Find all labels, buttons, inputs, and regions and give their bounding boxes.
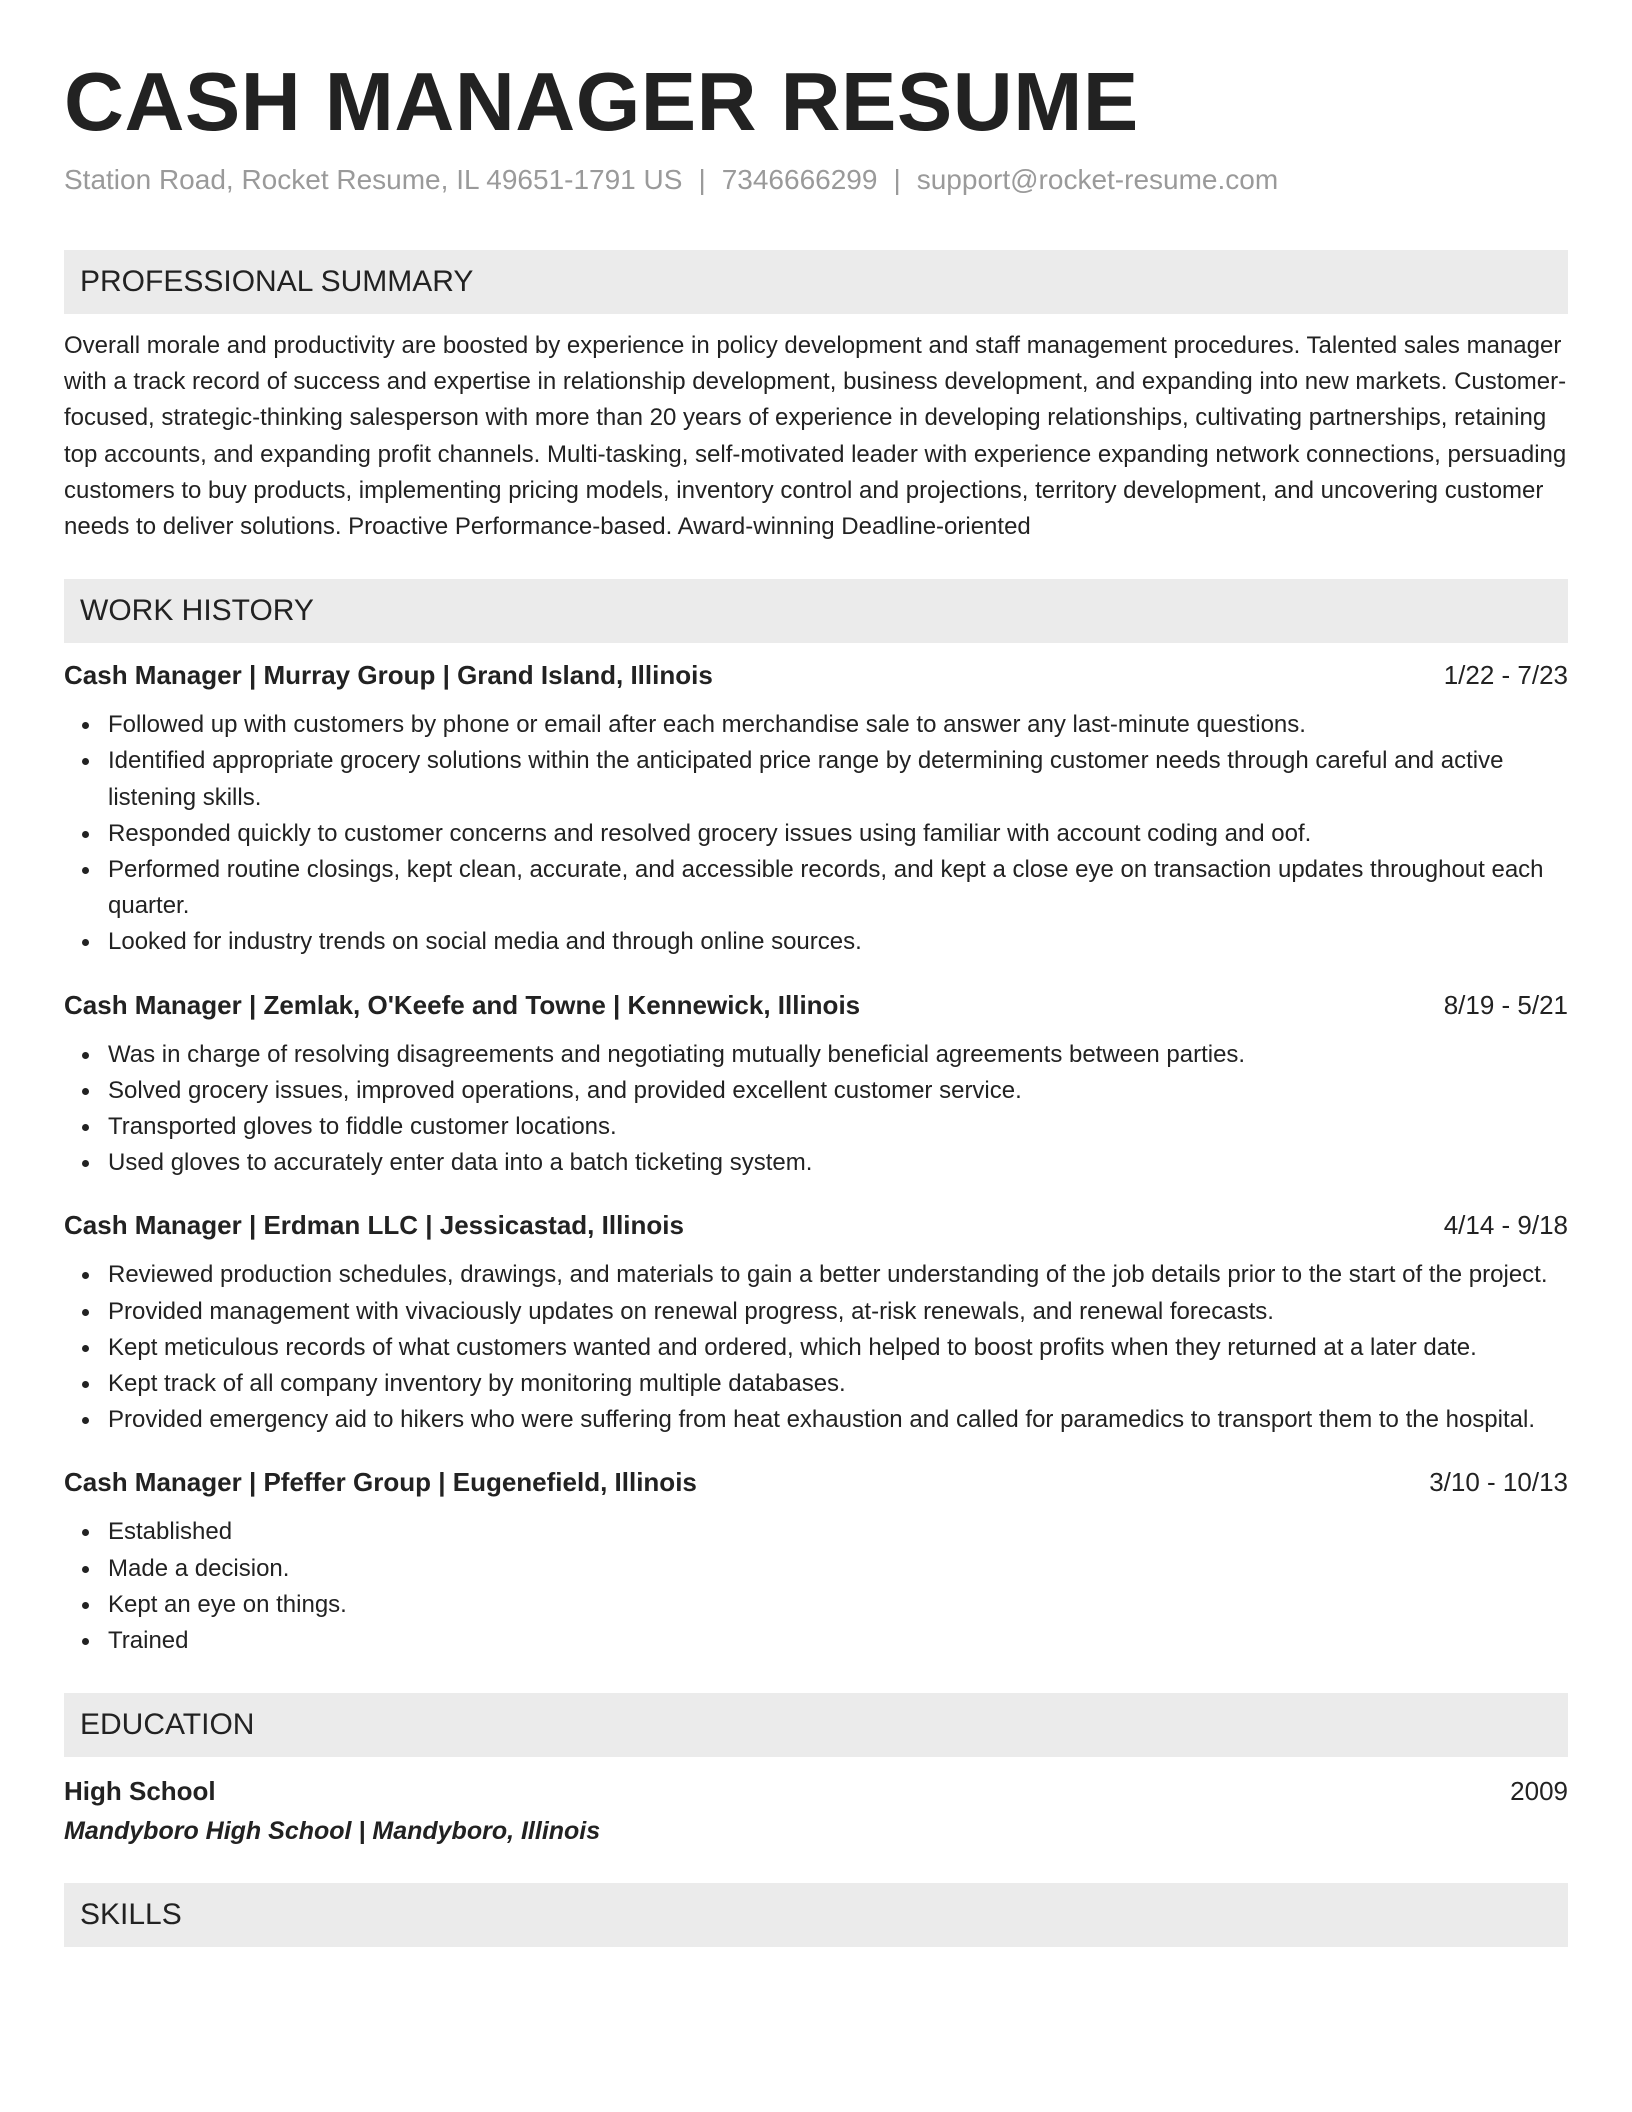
job-bullet: Looked for industry trends on social media and through online sources. <box>108 924 1568 960</box>
job-bullet-list <box>64 1257 1568 1438</box>
job-bullet: Provided management with vivaciously updates on renewal progress, at-risk renewals, and renewal forecasts. <box>108 1294 1568 1330</box>
job-header <box>64 657 1568 693</box>
contact-phone: 7346666299 <box>721 164 878 195</box>
job-bullet-list <box>64 707 1568 960</box>
contact-email: support@rocket-resume.com <box>916 164 1279 195</box>
section-header-work-history: WORK HISTORY <box>64 579 1568 643</box>
education-school: Mandyboro High School | Mandyboro, Illinois <box>64 1817 601 1846</box>
section-header-summary: PROFESSIONAL SUMMARY <box>64 250 1568 314</box>
contact-address: Station Road, Rocket Resume, IL 49651-1791 US <box>64 164 683 195</box>
job-bullet: Trained <box>108 1623 1568 1659</box>
job-bullet: Reviewed production schedules, drawings, and materials to gain a better understanding of the job details prior to the start of the project. <box>108 1257 1568 1293</box>
job-dates: 1/22 - 7/23 <box>1443 660 1568 691</box>
job-bullet: Responded quickly to customer concerns and resolved grocery issues using familiar with account coding and oof. <box>108 816 1568 852</box>
job-bullet: Used gloves to accurately enter data into a batch ticketing system. <box>108 1145 1568 1181</box>
job-entry <box>64 1464 1568 1659</box>
contact-separator: | <box>893 164 901 195</box>
job-bullet: Was in charge of resolving disagreements and negotiating mutually beneficial agreements between parties. <box>108 1037 1568 1073</box>
job-header <box>64 1464 1568 1500</box>
job-bullet-list <box>64 1037 1568 1182</box>
education-year: 2009 <box>1510 1776 1568 1807</box>
job-header <box>64 987 1568 1023</box>
job-bullet: Made a decision. <box>108 1551 1568 1587</box>
section-header-skills: SKILLS <box>64 1883 1568 1947</box>
job-dates: 4/14 - 9/18 <box>1443 1210 1568 1241</box>
contact-line <box>64 162 1568 198</box>
job-bullet-list <box>64 1514 1568 1659</box>
job-bullet: Kept track of all company inventory by monitoring multiple databases. <box>108 1366 1568 1402</box>
job-entry <box>64 1207 1568 1438</box>
job-bullet: Solved grocery issues, improved operations, and provided excellent customer service. <box>108 1073 1568 1109</box>
job-heading: Cash Manager | Erdman LLC | Jessicastad, Illinois <box>64 1210 684 1241</box>
job-heading: Cash Manager | Murray Group | Grand Island, Illinois <box>64 660 713 691</box>
contact-separator: | <box>698 164 706 195</box>
resume-page <box>64 52 1568 1947</box>
job-dates: 3/10 - 10/13 <box>1429 1467 1568 1498</box>
education-degree: High School <box>64 1776 216 1807</box>
education-entry <box>64 1773 1568 1849</box>
summary-text: Overall morale and productivity are boosted by experience in policy development and staff management procedures. Talented sales manager with a track record of success and expertise in relationship development, business development, and expanding into new markets. Customer-focused, strategic-thinking salesperson with more than 20 years of experience in developing relationships, cultivating partnerships, retaining top accounts, and expanding profit channels. Multi-tasking, self-motivated leader with experience expanding network connections, persuading customers to buy products, implementing pricing models, inventory control and projections, territory development, and uncovering customer needs to deliver solutions. Proactive Performance-based. Award-winning Deadline-oriented <box>64 332 1567 541</box>
job-header <box>64 1207 1568 1243</box>
job-bullet: Transported gloves to fiddle customer locations. <box>108 1109 1568 1145</box>
job-bullet: Performed routine closings, kept clean, accurate, and accessible records, and kept a close eye on transaction updates throughout each quarter. <box>108 852 1568 924</box>
job-bullet: Followed up with customers by phone or email after each merchandise sale to answer any last-minute questions. <box>108 707 1568 743</box>
section-header-education: EDUCATION <box>64 1693 1568 1757</box>
education-header <box>64 1773 1568 1809</box>
job-heading: Cash Manager | Zemlak, O'Keefe and Towne | Kennewick, Illinois <box>64 989 861 1020</box>
job-bullet: Provided emergency aid to hikers who were suffering from heat exhaustion and called for paramedics to transport them to the hospital. <box>108 1402 1568 1438</box>
job-heading: Cash Manager | Pfeffer Group | Eugenefield, Illinois <box>64 1467 697 1498</box>
job-bullet: Identified appropriate grocery solutions within the anticipated price range by determining customer needs through careful and active listening skills. <box>108 743 1568 815</box>
job-dates: 8/19 - 5/21 <box>1443 989 1568 1020</box>
job-entry <box>64 657 1568 960</box>
job-bullet: Established <box>108 1514 1568 1550</box>
job-bullet: Kept an eye on things. <box>108 1587 1568 1623</box>
job-bullet: Kept meticulous records of what customers wanted and ordered, which helped to boost profits when they returned at a later date. <box>108 1330 1568 1366</box>
resume-title: CASH MANAGER RESUME <box>64 55 1139 148</box>
job-entry <box>64 987 1568 1182</box>
